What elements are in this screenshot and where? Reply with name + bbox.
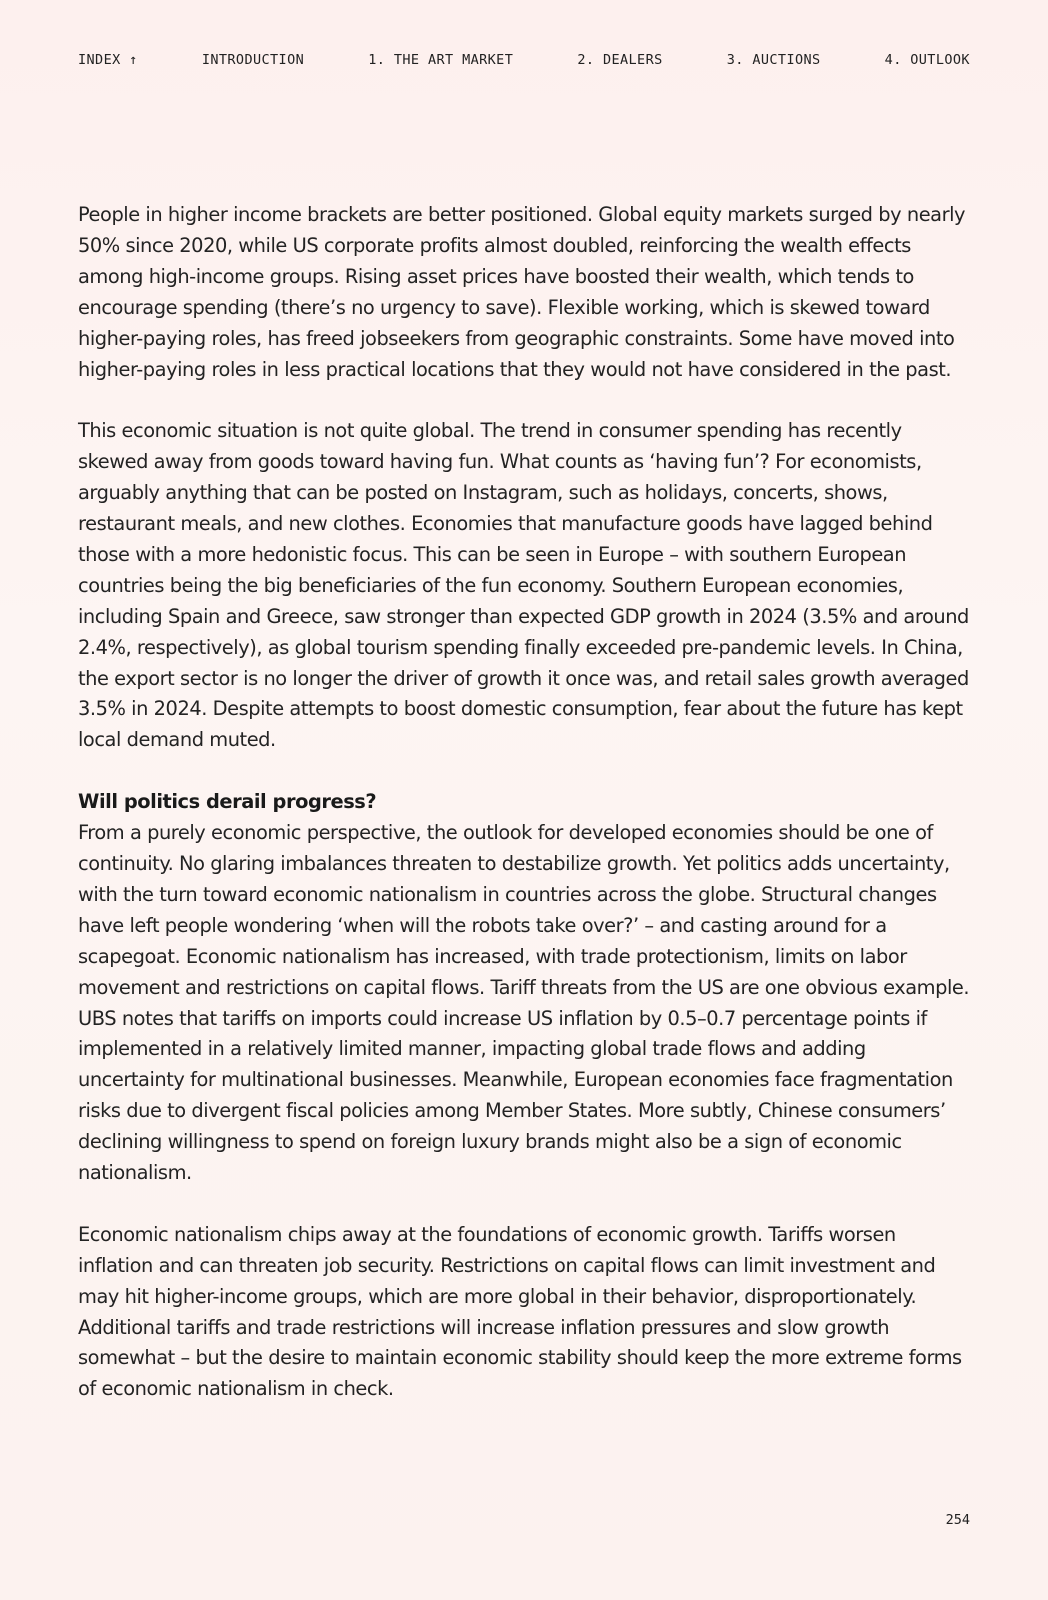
paragraph-economic-nationalism: From a purely economic perspective, the outlook for developed economies should be one of continuity. No glaring imbalances threaten to destabilize growth. Yet politics adds uncertainty, with the turn toward economic nationalism in countries across the globe. Structural changes have left people wondering ‘when will the robots take over?’ – and casting around for a scapegoat. Economic nationalism has increased, with trade protectionism, limits on labor movement and restrictions on capital flows. Tariff threats from the US are one obvious example. UBS notes that tariffs on imports could increase US inflation by 0.5–0.7 percentage points if implemented in a relatively limited manner, impacting global trade flows and adding uncertainty for multinational businesses. Meanwhile, European economies face fragmentation risks due to divergent fiscal policies among Member States. More subtly, Chinese consumers’ declining willingness to spend on foreign luxury brands might also be a sign of economic nationalism. bbox=[78, 821, 970, 1185]
nav-link-dealers[interactable]: 2. DEALERS bbox=[577, 52, 663, 68]
nav-link-introduction[interactable]: INTRODUCTION bbox=[201, 52, 305, 68]
nav-link-art-market[interactable]: 1. THE ART MARKET bbox=[368, 52, 514, 68]
article-body bbox=[78, 200, 974, 1436]
nav-link-outlook[interactable]: 4. OUTLOOK bbox=[884, 52, 970, 68]
paragraph-high-income: People in higher income brackets are better positioned. Global equity markets surged by nearly 50% since 2020, while US corporate profits almost doubled, reinforcing the wealth effects among high-income groups. Rising asset prices have boosted their wealth, which tends to encourage spending (there’s no urgency to save). Flexible working, which is skewed toward higher-paying roles, has freed jobseekers from geographic constraints. Some have moved into higher-paying roles in less practical locations that they would not have considered in the past. bbox=[78, 203, 966, 381]
nav-link-auctions[interactable]: 3. AUCTIONS bbox=[726, 52, 821, 68]
paragraph-growth-foundations: Economic nationalism chips away at the foundations of economic growth. Tariffs worsen inflation and can threaten job security. Restrictions on capital flows can limit investment and may hit higher-income groups, which are more global in their behavior, disproportionately. Additional tariffs and trade restrictions will increase inflation pressures and slow growth somewhat – but the desire to maintain economic stability should keep the more extreme forms of economic nationalism in check. bbox=[78, 1222, 962, 1401]
top-navigation bbox=[78, 52, 970, 68]
paragraph-fun-economy: This economic situation is not quite global. The trend in consumer spending has recently skewed away from goods toward having fun. What counts as ‘having fun’? For economists, arguably anything that can be posted on Instagram, such as holidays, concerts, shows, restaurant meals, and new clothes. Economies that manufacture goods have lagged behind those with a more hedonistic focus. This can be seen in Europe – with southern European countries being the big beneficiaries of the fun economy. Southern European economies, including Spain and Greece, saw stronger than expected GDP growth in 2024 (3.5% and around 2.4%, respectively), as global tourism spending finally exceeded pre-pandemic levels. In China, the export sector is no longer the driver of growth it once was, and retail sales growth averaged 3.5% in 2024. Despite attempts to boost domestic consumption, fear about the future has kept local demand muted. bbox=[78, 419, 969, 752]
page-number: 254 bbox=[945, 1512, 970, 1528]
section-heading-politics: Will politics derail progress? bbox=[78, 790, 377, 814]
nav-link-index[interactable]: INDEX ↑ bbox=[78, 52, 138, 68]
